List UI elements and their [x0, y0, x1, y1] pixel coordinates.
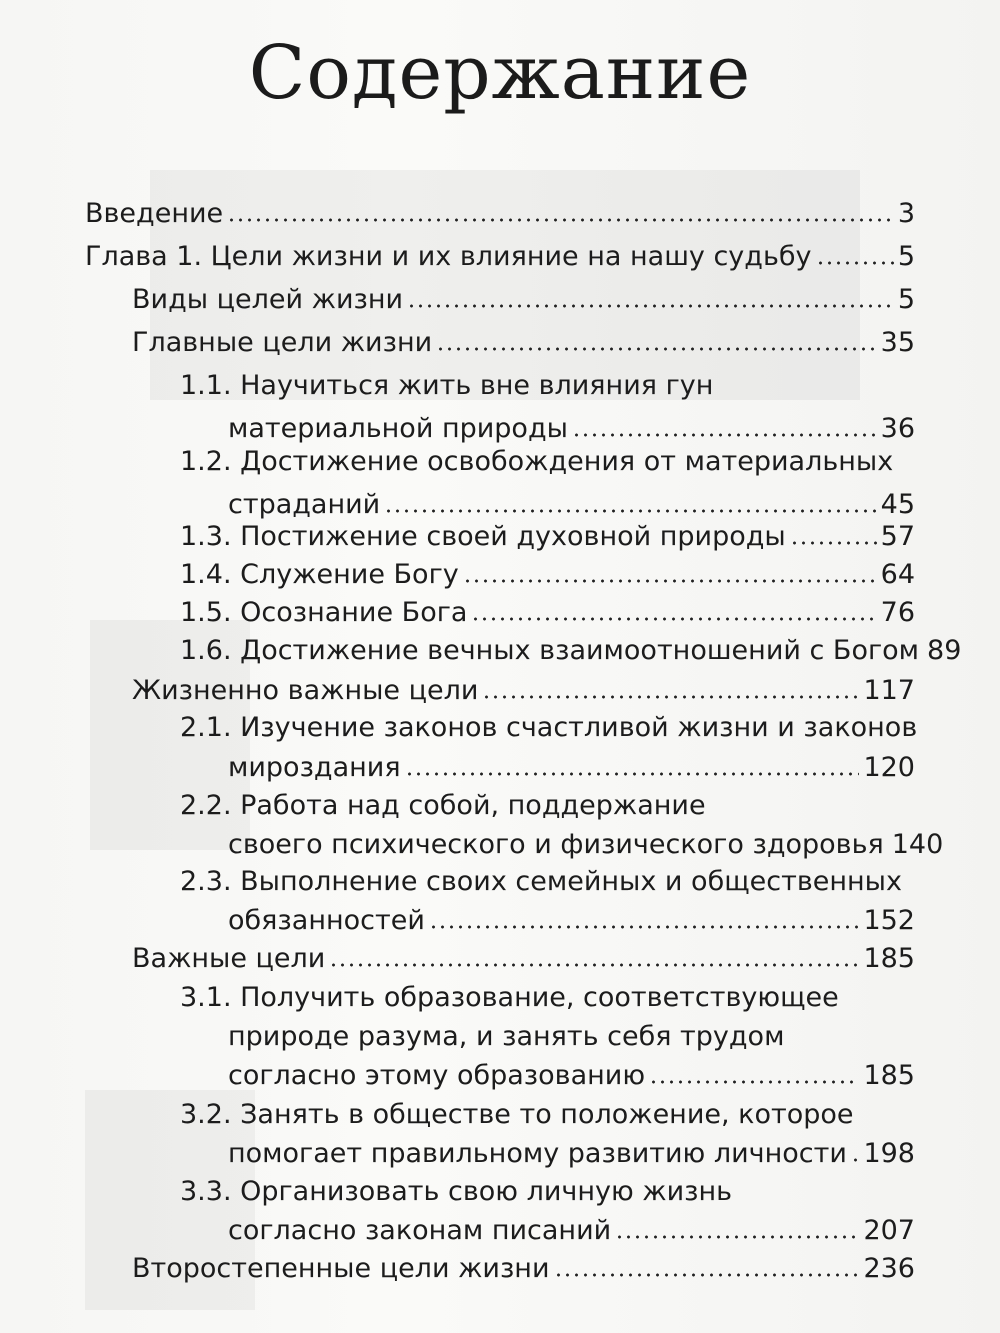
toc-entry — [132, 1253, 915, 1284]
toc-entry-first-line: 2.3. Выполнение своих семейных и общественных — [180, 866, 902, 897]
dot-leader — [790, 541, 877, 545]
toc-entry-page: 35 — [880, 327, 915, 358]
toc-entry-page: 5 — [897, 284, 915, 315]
toc-entry-label: Жизненно важные цели — [132, 675, 479, 706]
toc-entry-label: обязанностей — [228, 905, 425, 936]
page-title: Содержание — [248, 30, 752, 116]
toc-entry-page: 89 — [927, 635, 962, 666]
toc-entry-first-line: 3.3. Организовать свою личную жизнь — [180, 1176, 733, 1207]
toc-entry-first-line: 1.1. Научиться жить вне влияния гун — [180, 370, 714, 401]
dot-leader — [329, 963, 859, 967]
toc-entry — [180, 635, 962, 666]
toc-entry-first-line: 3.1. Получить образование, соответствующее — [180, 982, 839, 1013]
toc-entry-label: 1.6. Достижение вечных взаимоотношений с Богом — [180, 635, 920, 666]
dot-leader — [471, 617, 876, 621]
toc-entry-label: согласно этому образованию — [228, 1060, 646, 1091]
toc-entry — [228, 752, 915, 783]
toc-entry-label: Главные цели жизни — [132, 327, 433, 358]
toc-entry — [180, 597, 915, 628]
toc-entry-page: 36 — [880, 413, 915, 444]
dot-leader — [649, 1080, 859, 1084]
toc-entry-label: Виды целей жизни — [132, 284, 404, 315]
toc-entry-page: 120 — [863, 752, 915, 783]
toc-entry-label: 1.3. Постижение своей духовной природы — [180, 521, 786, 552]
dot-leader — [572, 433, 877, 437]
toc-entry — [85, 198, 915, 229]
dot-leader — [816, 261, 894, 265]
toc-entry-page: 57 — [880, 521, 915, 552]
toc-entry-label: Введение — [85, 198, 224, 229]
toc-entry-page: 152 — [863, 905, 915, 936]
dot-leader — [463, 579, 877, 583]
dot-leader — [407, 304, 894, 308]
toc-entry-page: 185 — [863, 943, 915, 974]
toc-entry-page: 45 — [880, 489, 915, 520]
dot-leader — [615, 1235, 859, 1239]
toc-entry-label: согласно законам писаний — [228, 1215, 612, 1246]
toc-entry-label: мироздания — [228, 752, 401, 783]
toc-entry — [228, 1138, 915, 1169]
dot-leader — [851, 1158, 860, 1162]
toc-entry-page: 185 — [863, 1060, 915, 1091]
toc-entry-page: 3 — [897, 198, 915, 229]
toc-entry-label: 1.5. Осознание Бога — [180, 597, 468, 628]
toc-entry-label: Второстепенные цели жизни — [132, 1253, 550, 1284]
toc-entry-label: помогает правильному развитию личности — [228, 1138, 847, 1169]
toc-entry-page: 140 — [891, 829, 944, 860]
toc-entry — [228, 905, 915, 936]
toc-entry-label: материальной природы — [228, 413, 568, 444]
toc-entry-page: 207 — [863, 1215, 915, 1246]
toc-entry-label: страданий — [228, 489, 381, 520]
toc-entry-label: своего психического и физического здоровья — [228, 829, 884, 860]
toc-entry-label: Важные цели — [132, 943, 326, 974]
dot-leader — [482, 695, 859, 699]
toc-entry — [180, 521, 915, 552]
toc-entry-page: 236 — [863, 1253, 915, 1284]
toc-entry — [228, 1215, 915, 1246]
toc-entry-first-line: 2.1. Изучение законов счастливой жизни и законов — [180, 712, 918, 743]
toc-entry-page: 117 — [863, 675, 915, 706]
toc-entry — [132, 675, 915, 706]
toc-entry — [228, 413, 915, 444]
toc-entry — [132, 327, 915, 358]
dot-leader — [554, 1273, 860, 1277]
toc-entry-page: 76 — [880, 597, 915, 628]
dot-leader — [384, 509, 876, 513]
dot-leader — [429, 925, 860, 929]
toc-entry-second-line: природе разума, и занять себя трудом — [228, 1021, 785, 1052]
toc-entry — [85, 241, 915, 272]
toc-entry-first-line: 1.2. Достижение освобождения от материальных — [180, 446, 894, 477]
toc-entry-label: Глава 1. Цели жизни и их влияние на нашу судьбу — [85, 241, 812, 272]
dot-leader — [227, 218, 894, 222]
toc-entry — [132, 943, 915, 974]
dot-leader — [436, 347, 876, 351]
toc-entry-page: 5 — [897, 241, 915, 272]
toc-entry — [180, 559, 915, 590]
toc-entry — [228, 489, 915, 520]
dot-leader — [405, 772, 860, 776]
toc-entry-first-line: 2.2. Работа над собой, поддержание — [180, 790, 706, 821]
toc-entry-page: 198 — [863, 1138, 915, 1169]
toc-entry-first-line: 3.2. Занять в обществе то положение, которое — [180, 1099, 854, 1130]
toc-entry — [132, 284, 915, 315]
toc-entry-page: 64 — [880, 559, 915, 590]
toc-entry — [228, 829, 944, 860]
toc-entry-label: 1.4. Служение Богу — [180, 559, 459, 590]
toc-entry — [228, 1060, 915, 1091]
